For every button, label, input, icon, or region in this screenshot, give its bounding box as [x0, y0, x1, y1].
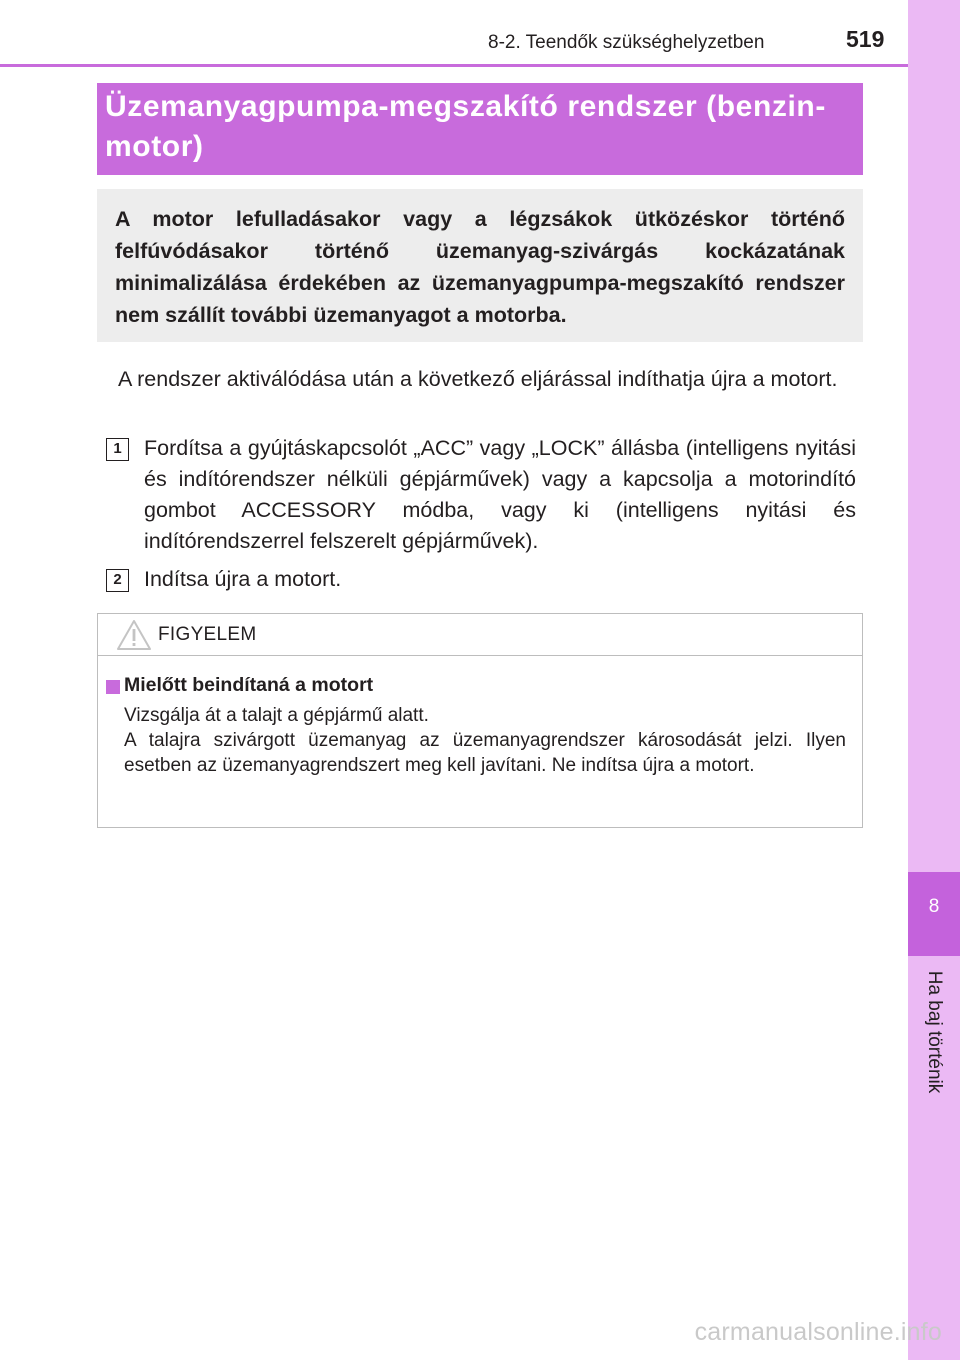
chapter-number: 8 — [928, 896, 940, 917]
intro-box — [97, 189, 863, 342]
page-number: 519 — [846, 26, 885, 52]
warning-text-line-1: Vizsgálja át a talajt a gépjármű alatt. — [124, 705, 429, 726]
step-2-number: 2 — [106, 569, 129, 592]
intro-text: A motor lefulladásakor vagy a légzsákok ütközéskor történő felfúvódásakor történő üzemanyag-szivárgás kockázatának minimalizálása érdekében az üzemanyagpumpa-megszakító rendszer nem szállít további üzemanyagot a motorba. — [115, 207, 845, 327]
warning-subtitle: Mielőtt beindítaná a motort — [124, 674, 374, 696]
warning-text-line-2: A talajra szivárgott üzemanyag az üzemanyagrendszer károsodását jelzi. Ilyen esetben az üzemanyagrendszert meg kell javítani. Ne indítsa újra a motort. — [124, 730, 846, 776]
section-header: 8-2. Teendők szükséghelyzetben — [488, 32, 765, 53]
warning-label: FIGYELEM — [158, 624, 257, 645]
header-divider — [0, 64, 908, 67]
warning-header — [98, 614, 862, 656]
watermark: carmanualsonline.info — [694, 1318, 942, 1346]
warning-text — [124, 703, 846, 778]
warning-triangle-icon — [116, 619, 152, 651]
step-1-number: 1 — [106, 438, 129, 461]
warning-box — [97, 613, 863, 828]
chapter-title: Ha baj történik — [924, 970, 945, 1094]
side-strip — [908, 0, 960, 1360]
step-1-text: Fordítsa a gyújtáskapcsolót „ACC” vagy „LOCK” állásba (intelligens nyitási és indítórendszer nélküli gépjárművek) vagy a kapcsolja a motorindító gombot ACCESSORY módba, vagy ki (intelligens nyitási és indítórendszerrel felszerelt gépjárművek). — [144, 436, 856, 553]
step-2-text: Indítsa újra a motort. — [144, 567, 342, 591]
title-banner — [97, 83, 863, 175]
page-title: Üzemanyagpumpa-megszakító rendszer (benzin- motor) — [105, 90, 826, 163]
body-paragraph: A rendszer aktiválódása után a következő eljárással indíthatja újra a motort. — [118, 367, 838, 391]
bullet-square-icon — [106, 680, 120, 694]
